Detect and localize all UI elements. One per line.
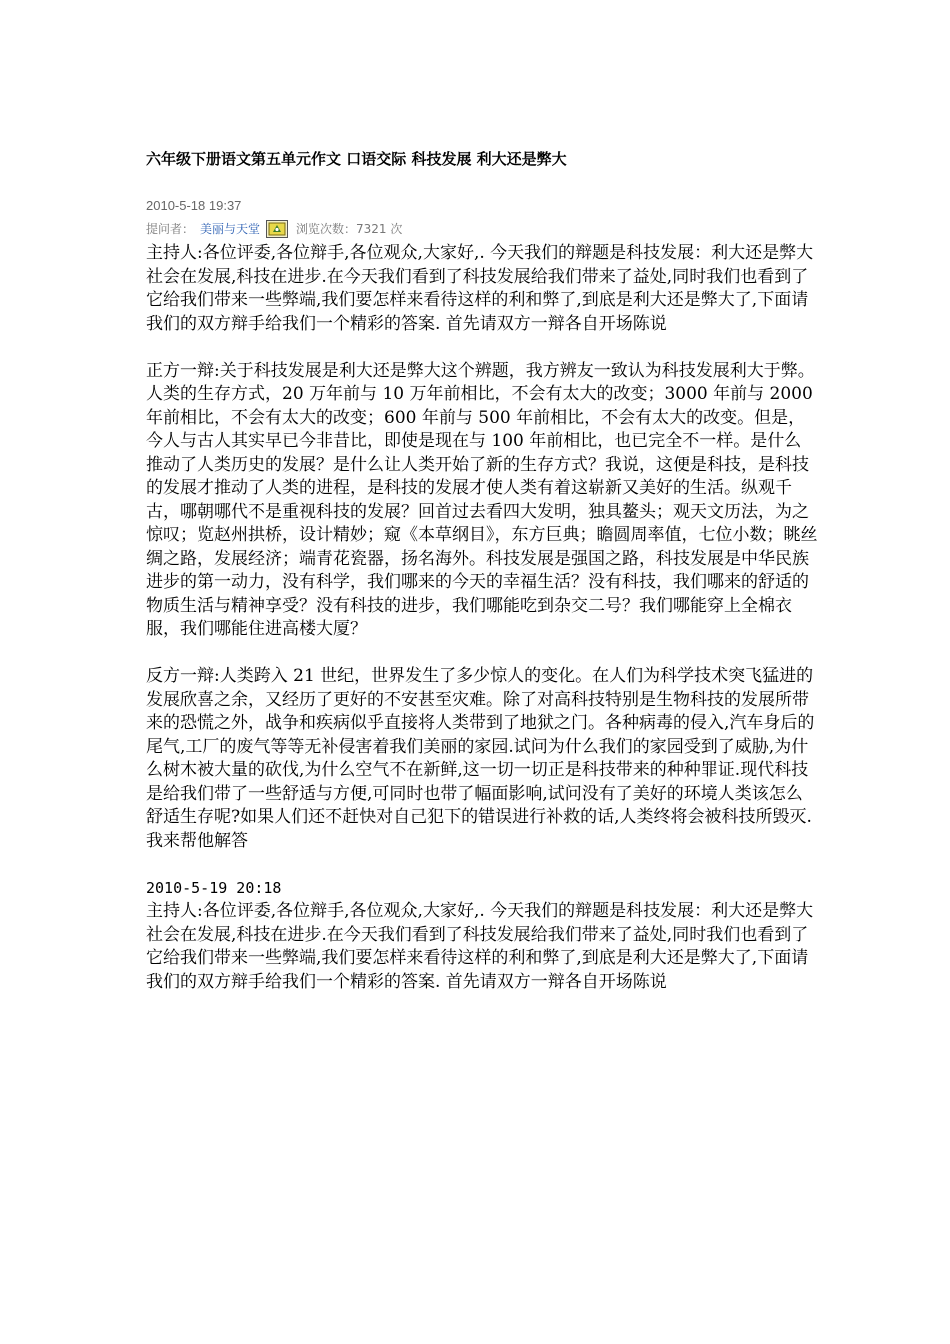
asker-name-link[interactable]: 美丽与天堂	[200, 222, 261, 236]
question-meta	[146, 220, 402, 238]
page-title: 六年级下册语文第五单元作文 口语交际 科技发展 利大还是弊大	[146, 150, 567, 168]
question-date: 2010-5-18 19:37	[146, 198, 242, 213]
negative-first-paragraph: 反方一辩:人类跨入 21 世纪，世界发生了多少惊人的变化。在人们为科学技术突飞猛进的发展欣喜之余，又经历了更好的不安甚至灾难。除了对高科技特别是生物科技的发展所带来的恐慌之外，战争和疾病似乎直接将人类带到了地狱之门。各种病毒的侵入,汽车身后的尾气,工厂的废气等等无补侵害着我们美丽的家园.试问为什么我们的家园受到了威胁,为什么树木被大量的砍伐,为什么空气不在新鲜,这一切一切正是科技带来的种种罪证.现代科技是给我们带了一些舒适与方便,可同时也带了幅面影响,试问没有了美好的环境人类该怎么舒适生存呢?如果人们还不赶快对自己犯下的错误进行补救的话,人类终将会被科技所毁灭.	[146, 666, 815, 827]
help-answer-link[interactable]: 我来帮他解答	[146, 830, 248, 851]
views-count: 浏览次数：7321 次	[296, 222, 403, 236]
affirmative-argument-paragraph: 人类的生存方式，20 万年前与 10 万年前相比，不会有太大的改变；3000 年前与 2000 年前相比，不会有太大的改变；600 年前与 500 年前相比，不会有太大的改变。但是，今人与古人其实早已今非昔比，即使是现在与 100 年前相比，也已完全不一样。是什么推动了人类历史的发展？是什么让人类开始了新的生存方式？我说，这便是科技，是科技的发展才推动了人类的进程，是科技的发展才使人类有着这崭新又美好的生活。纵观千古，哪朝哪代不是重视科技的发展？回首过去看四大发明，独具鳌头；观天文历法，为之惊叹；览赵州拱桥，设计精妙；窥《本草纲目》，东方巨典；瞻圆周率值，七位小数；眺丝绸之路，发展经济；端青花瓷器，扬名海外。科技发展是强国之路，科技发展是中华民族进步的第一动力，没有科学，我们哪来的今天的幸福生活？没有科技，我们哪来的舒适的物质生活与精神享受？没有科技的进步，我们哪能吃到杂交二号？我们哪能穿上全棉衣服，我们哪能住进高楼大厦？	[146, 384, 818, 639]
reply-host-opening-paragraph: 主持人:各位评委,各位辩手,各位观众,大家好,. 今天我们的辩题是科技发展：利大还是弊大 社会在发展,科技在进步.在今天我们看到了科技发展给我们带来了益处,同时我们也看到了它给我们带来一些弊端,我们要怎样来看待这样的利和弊了,到底是利大还是弊大了,下面请我们的双方辩手给我们一个精彩的答案. 首先请双方一辩各自开场陈说	[146, 901, 814, 992]
host-opening-paragraph: 主持人:各位评委,各位辩手,各位观众,大家好,. 今天我们的辩题是科技发展：利大还是弊大 社会在发展,科技在进步.在今天我们看到了科技发展给我们带来了益处,同时我们也看到了它给我们带来一些弊端,我们要怎样来看待这样的利和弊了,到底是利大还是弊大了,下面请我们的双方辩手给我们一个精彩的答案. 首先请双方一辩各自开场陈说	[146, 243, 814, 334]
reply-date: 2010-5-19 20:18	[146, 878, 282, 897]
answer-body	[146, 242, 818, 994]
affirmative-first-paragraph: 正方一辩:关于科技发展是利大还是弊大这个辨题，我方辨友一致认为科技发展利大于弊。	[146, 360, 815, 381]
grade-badge-icon	[266, 220, 288, 238]
asker-label: 提问者：	[146, 222, 195, 236]
